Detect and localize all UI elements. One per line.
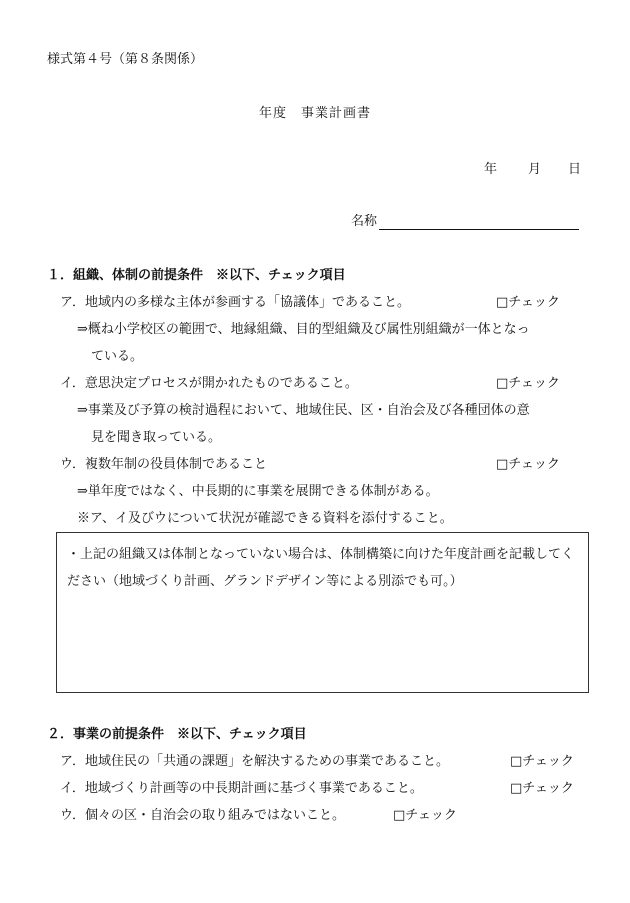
document-title: 年度 事業計画書 xyxy=(258,106,371,121)
section1-item-a-note-line2: ている。 xyxy=(91,349,144,364)
section2-item-u-checkbox[interactable]: □チェック xyxy=(393,808,457,823)
section1-item-u-checkbox[interactable]: □チェック xyxy=(496,457,560,472)
section2-item-a-label: ア．地域住民の「共通の課題」を解決するための事業であること。 xyxy=(60,754,449,769)
section1-item-i-label: イ．意思決定プロセスが開かれたものであること。 xyxy=(60,376,358,391)
section1-title: １．組織、体制の前提条件 ※以下、チェック項目 xyxy=(47,268,346,283)
section1-item-i-note-line2: 見を聞き取っている。 xyxy=(91,430,222,445)
section2-item-i-label: イ．地域づくり計画等の中長期計画に基づく事業であること。 xyxy=(60,781,423,796)
date-month-label: 月 xyxy=(528,162,542,177)
attachment-note: ※ア、イ及びウについて状況が確認できる資料を添付すること。 xyxy=(77,511,453,526)
section1-item-i-checkbox[interactable]: □チェック xyxy=(496,376,560,391)
section1-item-a-label: ア．地域内の多様な主体が参画する「協議体」であること。 xyxy=(60,295,410,310)
date-year-label: 年 xyxy=(484,162,498,177)
form-number: 様式第４号（第８条関係） xyxy=(47,52,204,67)
section2-item-i-checkbox[interactable]: □チェック xyxy=(510,781,574,796)
plan-notice-box[interactable] xyxy=(56,532,589,693)
name-label: 名称 xyxy=(351,214,378,229)
section2-item-u-label: ウ．個々の区・自治会の取り組みではないこと。 xyxy=(60,808,345,823)
section2-title: ２．事業の前提条件 ※以下、チェック項目 xyxy=(47,727,307,742)
section1-item-a-note-line1: ⇒概ね小学校区の範囲で、地縁組織、目的型組織及び属性別組織が一体となっ xyxy=(77,322,530,337)
name-row xyxy=(351,214,579,230)
section1-item-i-note-line1: ⇒事業及び予算の検討過程において、地域住民、区・自治会及び各種団体の意 xyxy=(77,403,530,418)
section1-item-u-label: ウ．複数年制の役員体制であること xyxy=(60,457,267,472)
date-day-label: 日 xyxy=(568,162,582,177)
name-field[interactable] xyxy=(379,214,579,230)
section2-item-a-checkbox[interactable]: □チェック xyxy=(510,754,574,769)
plan-notice-text: ・上記の組織又は体制となっていない場合は、体制構築に向けた年度計画を記載してください（地域づくり計画、グランドデザイン等による別添でも可。） xyxy=(67,547,575,589)
section1-item-u-note-line1: ⇒単年度ではなく、中長期的に事業を展開できる体制がある。 xyxy=(77,484,439,499)
section1-item-a-checkbox[interactable]: □チェック xyxy=(496,295,560,310)
